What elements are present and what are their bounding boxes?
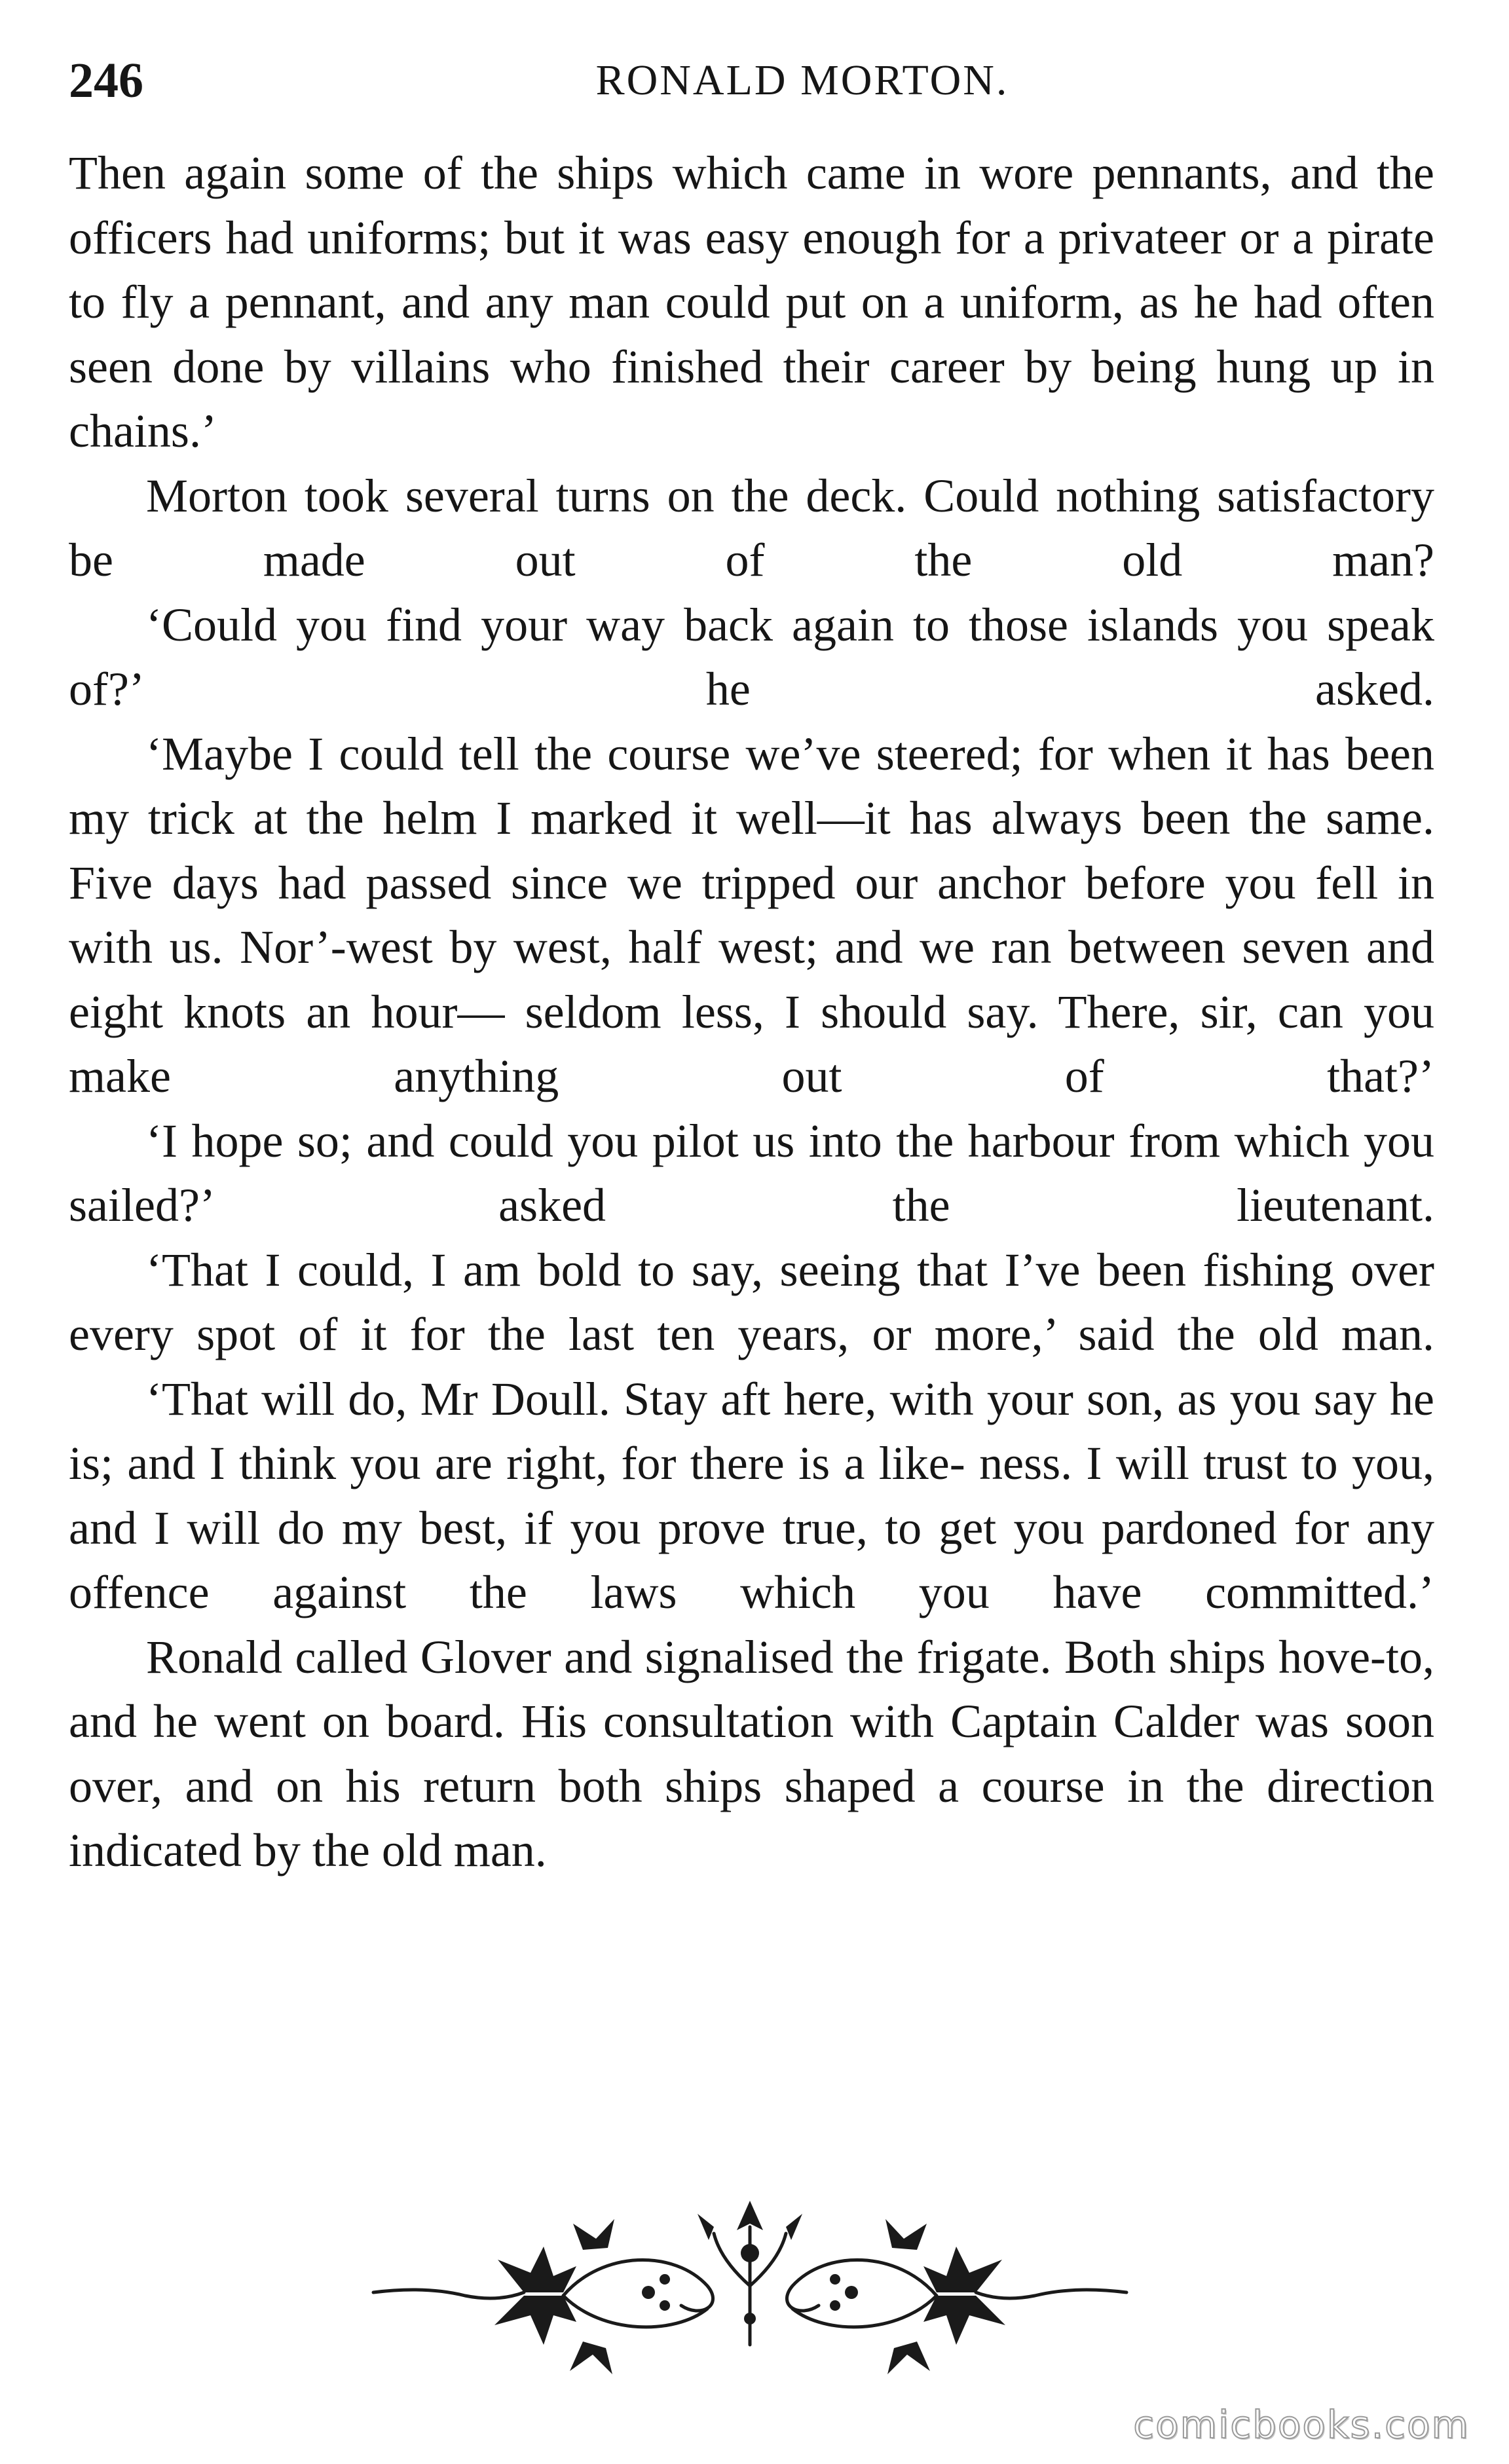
text-line: Ronald called Glover and signalised the frigate. Both [146, 1630, 1157, 1683]
text-line: on a uniform, as he had often seen done by villains who [69, 276, 1435, 393]
page-header [69, 45, 1444, 117]
text-line: true, to get you pardoned for any offence against the laws [69, 1501, 1435, 1618]
text-line: ‘That will do, Mr Doull. Stay aft here, with your son, as [146, 1372, 1217, 1425]
text-line: ness. I will trust to you, and I will do my best, if you prove [69, 1437, 1434, 1554]
text-line: Morton took several turns on the deck. Could nothing [146, 469, 1201, 522]
text-line: fishing over every spot of it for the last ten years, or more,’ [69, 1243, 1435, 1360]
text-line: Captain Calder was soon over, and on his return both ships [69, 1695, 1435, 1812]
page-number: 246 [69, 53, 143, 108]
text-line: anchor before you fell in with us. Nor’-west by west, half [69, 856, 1435, 973]
paragraph-2 [69, 464, 1434, 593]
text-line: satisfactory be made out of the old man? [69, 469, 1435, 586]
text-line: ‘That I could, I am bold to say, seeing that I’ve been [146, 1243, 1186, 1296]
floral-tailpiece-ornament [367, 2188, 1133, 2384]
paragraph-8 [69, 1625, 1434, 1883]
text-line: finished their career by being hung up in chains.’ [69, 340, 1435, 457]
watermark-logo: comicbooks.com [1133, 2402, 1470, 2447]
text-line: west; and we ran between seven and eight knots an hour— [69, 921, 1434, 1038]
text-line: which you sailed?’ asked the lieutenant. [69, 1114, 1435, 1231]
paragraph-6 [69, 1238, 1434, 1367]
text-line: has been my trick at the helm I marked it well—it has always [69, 727, 1434, 844]
text-line: ‘I hope so; and could you pilot us into the harbour from [146, 1114, 1221, 1167]
text-line: which you have committed.’ [740, 1566, 1434, 1618]
text-line: Then again some of the ships which came in wore pennants, [69, 147, 1272, 199]
body-text [69, 141, 1434, 1883]
text-line: ‘Could you find your way back again to those islands you [146, 598, 1309, 651]
paragraph-1 [69, 141, 1434, 464]
text-line: you say he is; and I think you are right, for there is a like- [69, 1372, 1435, 1489]
paragraph-3 [69, 593, 1434, 722]
text-line: seldom less, I should say. There, sir, can you make anything [69, 985, 1435, 1102]
text-line: out of that?’ [781, 1050, 1434, 1102]
text-line: said the old man. [1078, 1308, 1435, 1360]
paragraph-7 [69, 1367, 1434, 1625]
text-line: ‘Maybe I could tell the course we’ve steered; for when it [146, 727, 1252, 780]
text-line: ships hove-to, and he went on board. His consultation with [69, 1630, 1435, 1747]
text-line: shaped a course in the direction indicated by the old man. [69, 1759, 1434, 1876]
paragraph-4 [69, 722, 1434, 1109]
text-line: privateer or a pirate to fly a pennant, and any man could put [69, 211, 1435, 328]
running-head: RONALD MORTON. [595, 56, 1009, 104]
paragraph-5 [69, 1109, 1434, 1238]
text-line: and the officers had uniforms; but it was easy enough for a [69, 147, 1434, 264]
text-line: been the same. Five days had passed since we tripped our [69, 792, 1435, 909]
text-line: speak of?’ he asked. [69, 598, 1435, 715]
